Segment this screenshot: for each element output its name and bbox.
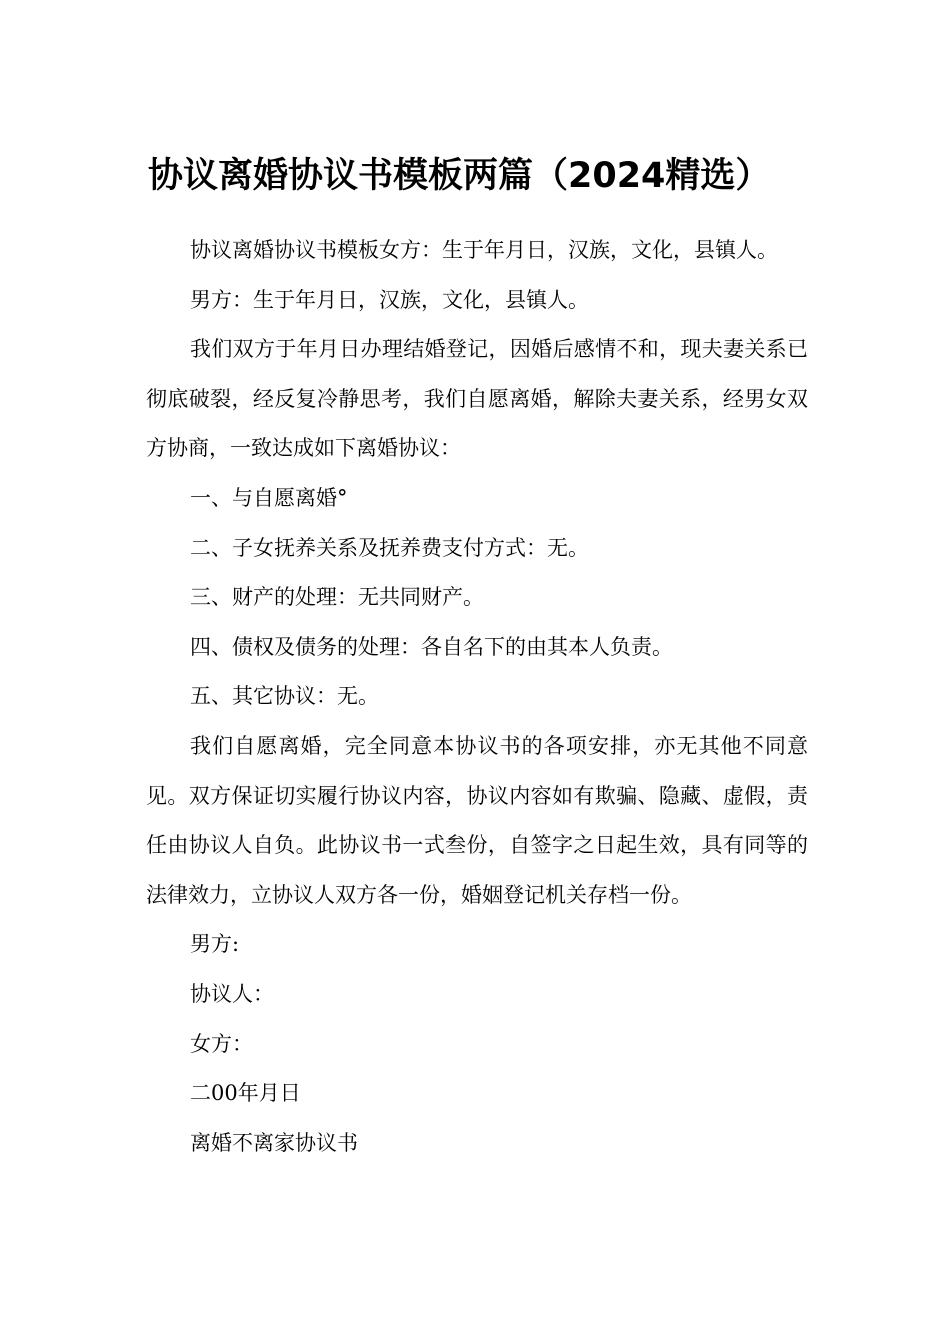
clause-one: 一、与自愿离婚° [190,485,348,510]
signature-woman-label: 女方： [190,1031,253,1056]
paragraph-agreement-terms: 我们自愿离婚，完全同意本协议书的各项安排，亦无其他不同意见。双方保证切实履行协议内容，协议内容如有欺骗、隐藏、虚假，责任由协议人自负。此协议书一式叁份，自签字之日起生效，具有同等的法律效力，立协议人双方各一份，婚姻登记机关存档一份。 [146,733,808,907]
clause-three: 三、财产的处理：无共同财产。 [190,585,484,610]
clause-five: 五、其它协议：无。 [190,684,379,709]
signature-party-label: 协议人： [190,981,274,1006]
document-body [146,226,808,1168]
next-section-heading: 离婚不离家协议书 [190,1130,358,1155]
document-title: 协议离婚协议书模板两篇（2024精选） [148,156,771,197]
paragraph-marriage-statement: 我们双方于年月日办理结婚登记，因婚后感情不和，现夫妻关系已彻底破裂，经反复冷静思考，我们自愿离婚，解除夫妻关系，经男女双方协商，一致达成如下离婚协议： [146,337,808,461]
clause-two: 二、子女抚养关系及抚养费支付方式：无。 [190,535,589,560]
paragraph-woman-info: 协议离婚协议书模板女方：生于年月日，汉族，文化，县镇人。 [190,238,778,262]
paragraph-man-info: 男方：生于年月日，汉族，文化，县镇人。 [190,287,589,312]
signature-date: 二00年月日 [190,1081,301,1106]
clause-four: 四、债权及债务的处理：各自名下的由其本人负责。 [190,634,673,659]
signature-man-label: 男方: [190,932,240,957]
